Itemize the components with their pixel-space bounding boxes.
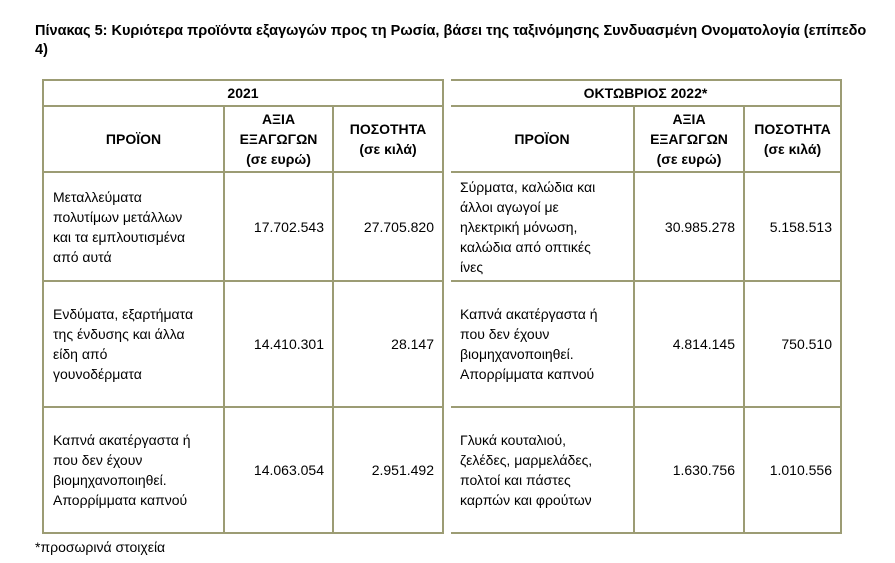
right-value-cell: 4.814.145 <box>635 282 745 408</box>
product-header-right: ΠΡΟΪΟΝ <box>451 107 635 173</box>
right-quantity-cell: 750.510 <box>745 282 842 408</box>
left-product-cell: Μεταλλεύματα πολυτίμων μετάλλων και τα εμπλουτισμένα από αυτά <box>42 173 225 282</box>
right-quantity-cell: 1.010.556 <box>745 408 842 534</box>
right-product-cell: Γλυκά κουταλιού, ζελέδες, μαρμελάδες, πολτοί και πάστες καρπών και φρούτων <box>451 408 635 534</box>
table-row <box>42 408 842 534</box>
period-2021-header: 2021 <box>42 79 444 107</box>
footnote: *προσωρινά στοιχεία <box>35 539 166 555</box>
right-product-cell: Καπνά ακατέργαστα ή που δεν έχουν βιομηχανοποιηθεί. Απορρίμματα καπνού <box>451 282 635 408</box>
value-header-left: ΑΞΙΑ ΕΞΑΓΩΓΩΝ (σε ευρώ) <box>225 107 334 173</box>
right-value-cell: 30.985.278 <box>635 173 745 282</box>
quantity-header-right: ΠΟΣΟΤΗΤΑ (σε κιλά) <box>745 107 842 173</box>
value-header-right: ΑΞΙΑ ΕΞΑΓΩΓΩΝ (σε ευρώ) <box>635 107 745 173</box>
table-row <box>42 282 842 408</box>
left-value-cell: 17.702.543 <box>225 173 334 282</box>
left-value-cell: 14.063.054 <box>225 408 334 534</box>
left-product-cell: Καπνά ακατέργαστα ή που δεν έχουν βιομηχανοποιηθεί. Απορρίμματα καπνού <box>42 408 225 534</box>
table-caption: Πίνακας 5: Κυριότερα προϊόντα εξαγωγών προς τη Ρωσία, βάσει της ταξινόμησης Συνδυασμένη Ονοματολογία (επίπεδο 4) <box>35 23 867 58</box>
period-october-2022-header: ΟΚΤΩΒΡΙΟΣ 2022* <box>451 79 842 107</box>
left-quantity-cell: 27.705.820 <box>334 173 444 282</box>
left-value-cell: 14.410.301 <box>225 282 334 408</box>
left-product-cell: Ενδύματα, εξαρτήματα της ένδυσης και άλλα είδη από γουνοδέρματα <box>42 282 225 408</box>
left-quantity-cell: 2.951.492 <box>334 408 444 534</box>
right-product-cell: Σύρματα, καλώδια και άλλοι αγωγοί με ηλεκτρική μόνωση, καλώδια από οπτικές ίνες <box>451 173 635 282</box>
product-header-left: ΠΡΟΪΟΝ <box>42 107 225 173</box>
left-quantity-cell: 28.147 <box>334 282 444 408</box>
right-quantity-cell: 5.158.513 <box>745 173 842 282</box>
quantity-header-left: ΠΟΣΟΤΗΤΑ (σε κιλά) <box>334 107 444 173</box>
right-value-cell: 1.630.756 <box>635 408 745 534</box>
table-row <box>42 173 842 282</box>
exports-table <box>42 79 842 534</box>
